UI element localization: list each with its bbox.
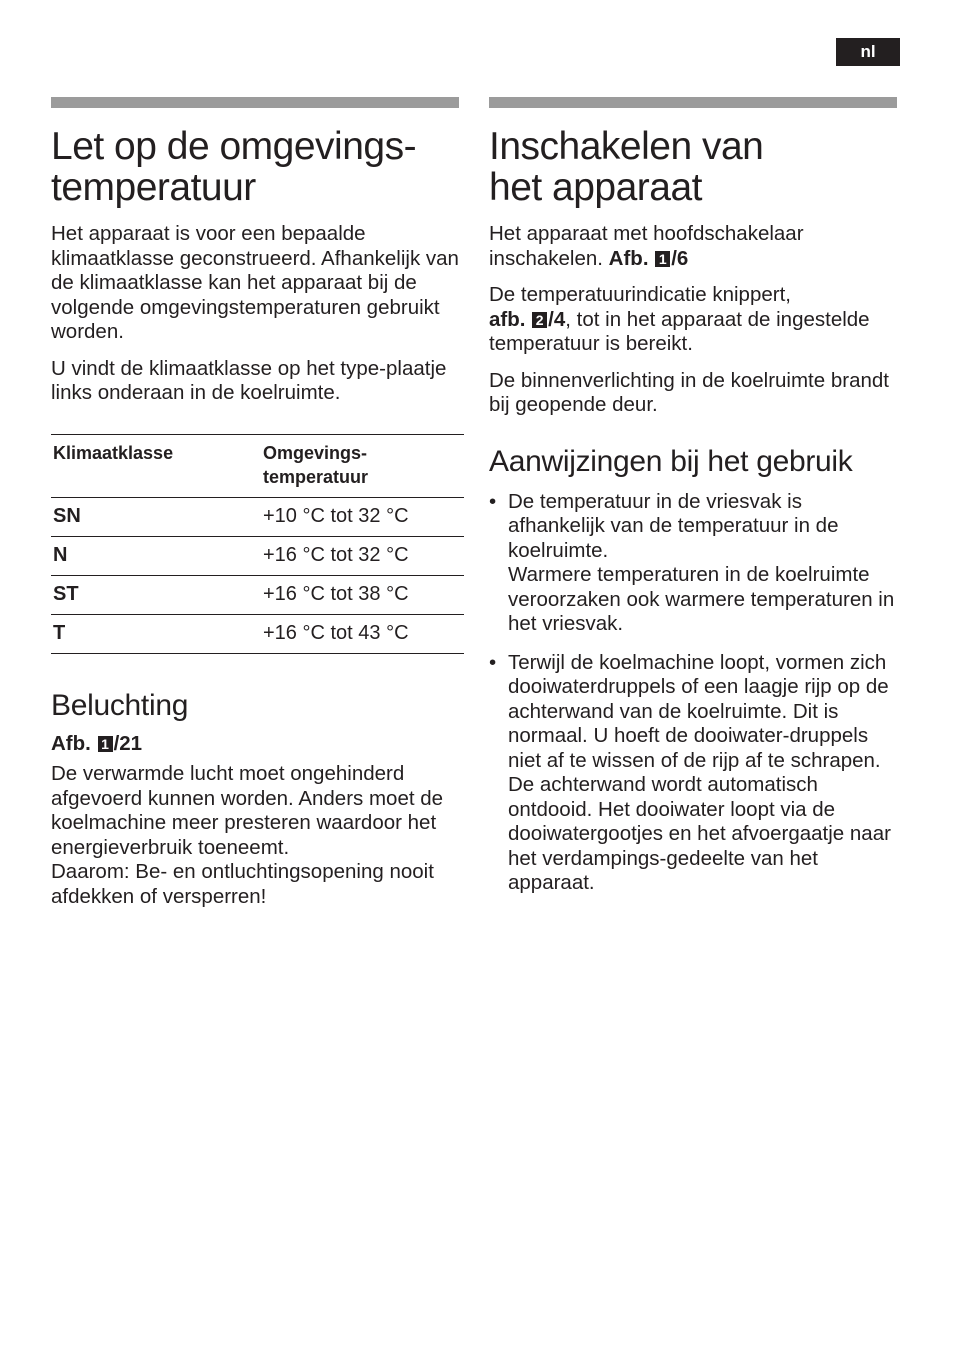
- table-row: [51, 575, 464, 614]
- right-column: [489, 97, 901, 910]
- figure-number-badge: 1: [98, 736, 113, 752]
- temperature-range-cell: +16 °C tot 43 °C: [249, 614, 464, 653]
- temperature-range-cell: +10 °C tot 32 °C: [249, 497, 464, 536]
- list-item: • Terwijl de koelmachine loopt, vormen zich dooiwaterdruppels of een laagje rijp op de achterwand van de koelruimte. Dit is normaal. U hoeft de dooiwater-druppels niet af te wissen of de rijp af te schrapen. De achterwand wordt automatisch ontdooid. Het dooiwater loopt via de dooiwatergootjes en het afvoergaatje naar het verdampings-gedeelte van het apparaat.: [489, 651, 901, 896]
- section-rule: [489, 97, 897, 108]
- climate-class-header: Klimaatklasse: [51, 434, 249, 497]
- figure-number-badge: 2: [532, 312, 547, 328]
- section-rule: [51, 97, 459, 108]
- language-tag: nl: [836, 38, 900, 66]
- table-row: [51, 536, 464, 575]
- temperature-range-cell: +16 °C tot 38 °C: [249, 575, 464, 614]
- climate-class-cell: N: [51, 536, 249, 575]
- ventilation-figure-ref: Afb. 1 /21: [51, 731, 143, 755]
- ambient-temp-header: Omgevings- temperatuur: [249, 434, 464, 497]
- usage-notes-list: [489, 490, 901, 896]
- list-item: • De temperatuur in de vriesvak is afhankelijk van de temperatuur in de koelruimte. Warmere temperaturen in de koelruimte veroorzaken ook warmere temperaturen in het vriesvak.: [489, 490, 901, 637]
- climate-class-cell: SN: [51, 497, 249, 536]
- figure-number-badge: 1: [655, 251, 670, 267]
- switch-on-heading: Inschakelen van het apparaat: [489, 125, 764, 209]
- climate-class-table: [51, 434, 464, 654]
- type-plate-note: U vindt de klimaatklasse op het type-plaatje links onderaan in de koelruimte.: [51, 356, 447, 404]
- temperature-indicator-text: De temperatuurindicatie knippert, afb. 2 /4, tot in het apparaat de ingestelde temperatuur is bereikt.: [489, 283, 870, 355]
- table-row: [51, 497, 464, 536]
- usage-notes-heading: Aanwijzingen bij het gebruik: [489, 444, 853, 478]
- switch-on-text: Het apparaat met hoofdschakelaar inschakelen. Afb. 1 /6: [489, 222, 804, 270]
- table-row: [51, 614, 464, 653]
- climate-class-intro: Het apparaat is voor een bepaalde klimaatklasse geconstrueerd. Afhankelijk van de klimaatklasse kan het apparaat bij de volgende omgevingstemperaturen gebruikt worden.: [51, 222, 459, 343]
- ventilation-heading: Beluchting: [51, 688, 189, 722]
- climate-class-cell: T: [51, 614, 249, 653]
- left-column: [51, 97, 461, 921]
- climate-class-cell: ST: [51, 575, 249, 614]
- ventilation-warning: Daarom: Be- en ontluchtingsopening nooit afdekken of versperren!: [51, 860, 434, 908]
- ambient-temperature-heading: Let op de omgevings- temperatuur: [51, 125, 417, 209]
- temperature-range-cell: +16 °C tot 32 °C: [249, 536, 464, 575]
- interior-light-text: De binnenverlichting in de koelruimte brandt bij geopende deur.: [489, 368, 889, 416]
- ventilation-text: De verwarmde lucht moet ongehinderd afgevoerd kunnen worden. Anders moet de koelmachine meer presteren waardoor het energieverbruik toeneemt.: [51, 762, 444, 859]
- table-header-row: [51, 434, 464, 497]
